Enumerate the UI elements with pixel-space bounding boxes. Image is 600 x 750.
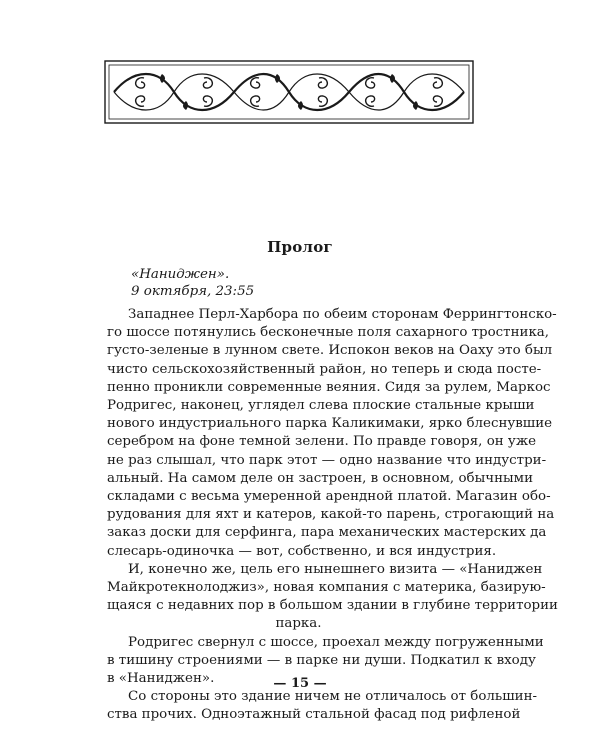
text-line: И, конечно же, цель его нынешнего визита — «Наниджен	[128, 561, 543, 577]
text-line: Майкротекнолоджиз», новая компания с материка, базирую-	[107, 580, 546, 596]
epigraph	[131, 266, 254, 300]
text-line: не раз слышал, что парк этот — одно название что индустри-	[107, 452, 547, 468]
text-line: в тишину строениями — в парке ни души. Подкатил к входу	[107, 652, 536, 668]
text-line: Западнее Перл-Харбора по обеим сторонам Феррингтонско-	[128, 307, 557, 322]
text-line: нового индустриального парка Каликимаки, ярко блеснувшие	[107, 416, 553, 432]
epigraph-datetime: 9 октября, 23:55	[131, 284, 255, 299]
body-text	[107, 306, 558, 725]
text-line: складами с весьма умеренной арендной платой. Магазин обо-	[107, 489, 551, 505]
text-line: Родригес, наконец, углядел слева плоские стальные крыши	[107, 398, 535, 414]
text-line: слесарь-одиночка — вот, собственно, и вся индустрия.	[107, 543, 497, 559]
text-line: пенно проникли современные веяния. Сидя за рулем, Маркос	[107, 379, 551, 395]
chapter-title: Пролог	[267, 238, 333, 256]
text-line: ства прочих. Одноэтажный стальной фасад под рифленой	[107, 707, 521, 723]
text-line: альный. На самом деле он застроен, в основном, обычными	[107, 470, 533, 486]
text-line: рудования для яхт и катеров, какой-то парень, строгающий на	[107, 507, 555, 523]
decorative-header-ornament	[104, 60, 474, 124]
text-line: Со стороны это здание ничем не отличалось от большин-	[128, 689, 538, 705]
text-line: парка.	[275, 616, 322, 632]
text-line: густо-зеленые в лунном свете. Испокон веков на Оаху это был	[107, 343, 553, 359]
page-number: — 15 —	[273, 676, 327, 691]
scroll-ornament-icon	[104, 60, 474, 124]
text-line: Родригес свернул с шоссе, проехал между погруженными	[128, 634, 544, 650]
text-line: чисто сельскохозяйственный район, но теперь и сюда посте-	[107, 361, 542, 377]
text-line: в «Наниджен».	[107, 671, 215, 687]
text-line: заказ доски для серфинга, пара механических мастерских да	[107, 525, 547, 541]
text-line: щаяся с недавних пор в большом здании в глубине территории	[107, 598, 558, 614]
text-line: серебром на фоне темной зелени. По правде говоря, он уже	[107, 434, 537, 450]
epigraph-location: «Наниджен».	[131, 267, 230, 282]
text-line: го шоссе потянулись бесконечные поля сахарного тростника,	[107, 325, 550, 341]
